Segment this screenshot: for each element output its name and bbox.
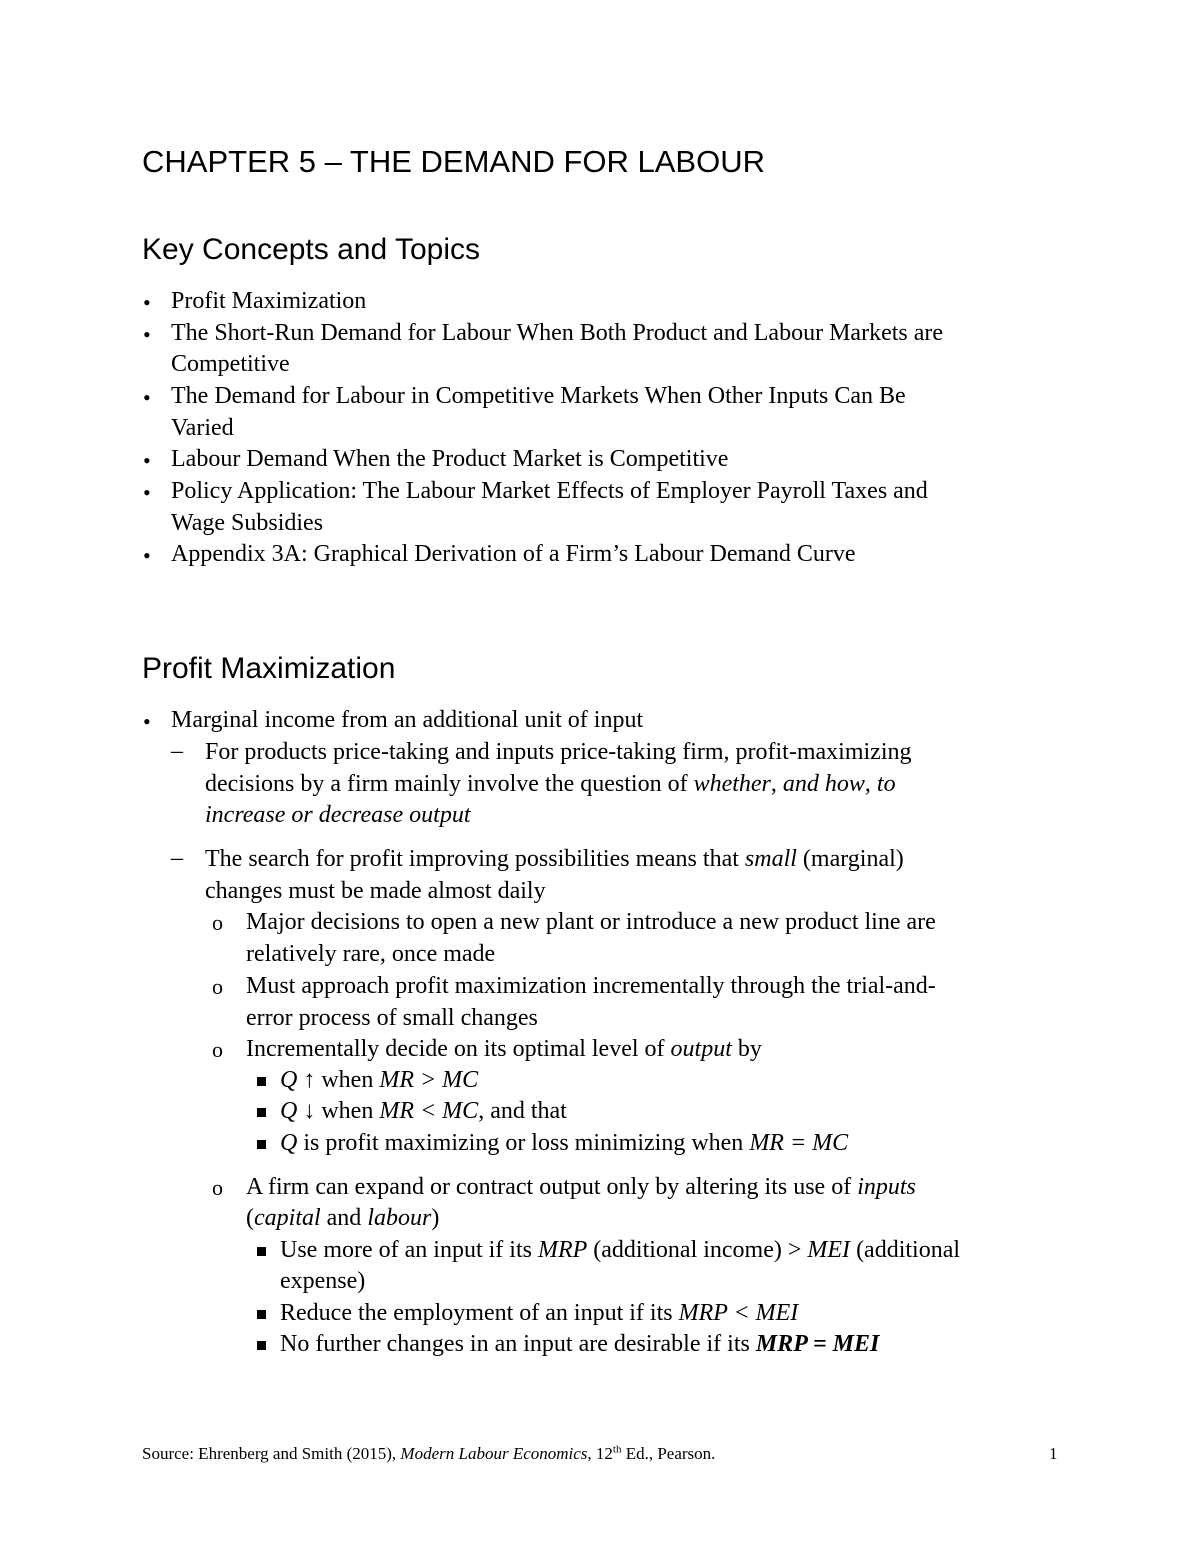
key-concepts-heading: Key Concepts and Topics: [142, 233, 480, 266]
level-4-item: Q ↑ when MR > MC: [280, 1067, 479, 1093]
square-marker: [257, 1341, 266, 1350]
sub-sub-item: Major decisions to open a new plant or introduce a new product line are: [246, 909, 936, 935]
bullet-marker: •: [143, 480, 151, 505]
bullet-marker: •: [143, 290, 151, 315]
bullet-marker: •: [143, 709, 151, 734]
chapter-title: CHAPTER 5 – THE DEMAND FOR LABOUR: [142, 144, 765, 179]
list-item: Profit Maximization: [171, 288, 367, 314]
sub-item-continuation: increase or decrease output: [205, 802, 471, 828]
dash-marker: –: [171, 845, 183, 871]
footer-source: Source: Ehrenberg and Smith (2015), Modern Labour Economics, 12th Ed., Pearson.: [142, 1443, 716, 1463]
circle-marker: o: [212, 910, 223, 935]
circle-marker: o: [212, 1037, 223, 1062]
bullet-marker: •: [143, 448, 151, 473]
level-4-item-continuation: expense): [280, 1268, 366, 1294]
bullet-marker: •: [143, 322, 151, 347]
list-item: Marginal income from an additional unit of input: [171, 707, 644, 733]
circle-marker: o: [212, 1175, 223, 1200]
sub-sub-item: Incrementally decide on its optimal level of output by: [246, 1036, 762, 1062]
circle-marker: o: [212, 974, 223, 999]
square-marker: [257, 1077, 266, 1086]
profit-max-heading: Profit Maximization: [142, 652, 396, 685]
page-number: 1: [1049, 1444, 1058, 1463]
list-item-continuation: Varied: [171, 415, 234, 441]
sub-sub-item: A firm can expand or contract output only by altering its use of inputs: [246, 1174, 916, 1200]
sub-item-continuation: decisions by a firm mainly involve the question of whether, and how, to: [205, 771, 896, 797]
square-marker: [257, 1140, 266, 1149]
sub-item-continuation: changes must be made almost daily: [205, 878, 546, 904]
sub-item: The search for profit improving possibilities means that small (marginal): [205, 846, 904, 872]
level-4-item: Q ↓ when MR < MC, and that: [280, 1098, 567, 1124]
dash-marker: –: [171, 738, 183, 764]
level-4-item: Q is profit maximizing or loss minimizing when MR = MC: [280, 1130, 849, 1156]
list-item-continuation: Wage Subsidies: [171, 510, 324, 536]
list-item: Appendix 3A: Graphical Derivation of a Firm’s Labour Demand Curve: [171, 541, 856, 567]
sub-sub-item-continuation: error process of small changes: [246, 1005, 538, 1031]
list-item: The Demand for Labour in Competitive Markets When Other Inputs Can Be: [171, 383, 906, 409]
list-item: Policy Application: The Labour Market Effects of Employer Payroll Taxes and: [171, 478, 928, 504]
bullet-marker: •: [143, 385, 151, 410]
list-item: The Short-Run Demand for Labour When Both Product and Labour Markets are: [171, 320, 944, 346]
level-4-item: Use more of an input if its MRP (additional income) > MEI (additional: [280, 1237, 961, 1263]
square-marker: [257, 1108, 266, 1117]
list-item-continuation: Competitive: [171, 351, 290, 377]
square-marker: [257, 1247, 266, 1256]
sub-sub-item-continuation: relatively rare, once made: [246, 941, 496, 967]
sub-sub-item: Must approach profit maximization incrementally through the trial-and-: [246, 973, 936, 999]
square-marker: [257, 1310, 266, 1319]
level-4-item: Reduce the employment of an input if its MRP < MEI: [280, 1300, 799, 1326]
list-item: Labour Demand When the Product Market is Competitive: [171, 446, 729, 472]
sub-sub-item-continuation: (capital and labour): [246, 1205, 440, 1231]
bullet-marker: •: [143, 543, 151, 568]
level-4-item: No further changes in an input are desirable if its MRP = MEI: [280, 1331, 880, 1357]
sub-item: For products price-taking and inputs price-taking firm, profit-maximizing: [205, 739, 912, 765]
